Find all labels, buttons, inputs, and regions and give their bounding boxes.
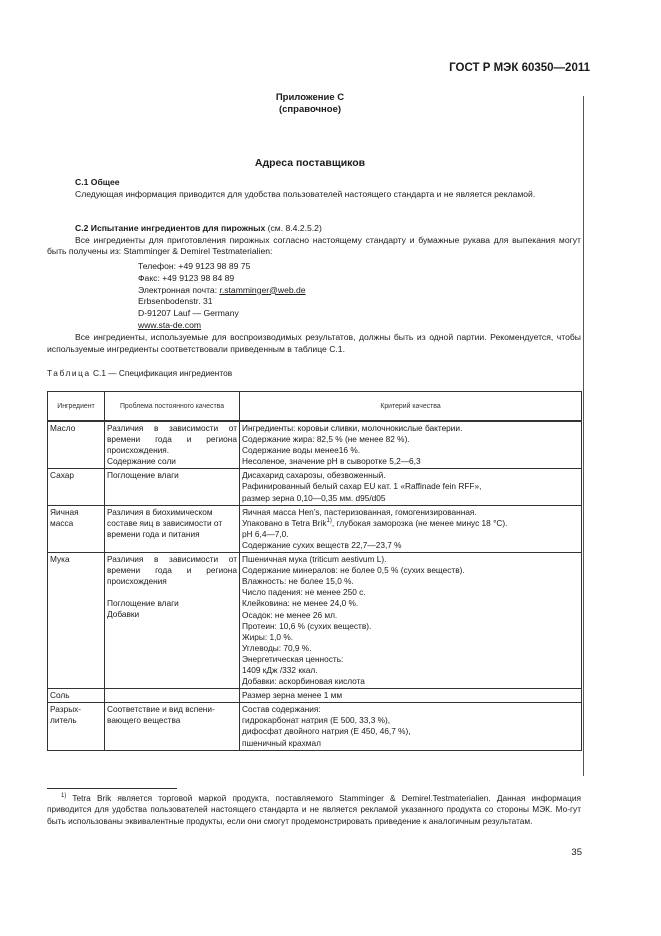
page-title: Адреса поставщиков <box>254 157 366 169</box>
margin-rule <box>583 96 584 776</box>
c2-heading-line <box>47 223 581 235</box>
criteria-brik-text: Упаковано в Tetra Brik <box>242 517 327 528</box>
criteria-line: Дисахарид сахарозы, обезвоженный. <box>242 470 386 481</box>
criteria-line: Содержание минералов: не более 0,5 % (сухих веществ). <box>242 565 465 576</box>
ingredient-cell: Сахар <box>48 469 105 505</box>
problem-line: Соответствие и вид вспени- <box>107 704 215 715</box>
appendix-label: Приложение С <box>275 92 345 103</box>
table-header-row <box>48 392 582 422</box>
problem-line: Добавки <box>107 609 140 620</box>
criteria-line: дифосфат двойного натрия (Е 450, 46,7 %), <box>242 726 411 737</box>
criteria-line: Влажность: не более 15,0 %. <box>242 576 354 587</box>
table-row <box>48 505 582 552</box>
criteria-line: пшеничный крахмал <box>242 737 321 748</box>
ingredient-cell: Масло <box>48 421 105 469</box>
problem-line: Различия в биохимическом составе яиц в зависимости от времени года и питания <box>107 506 223 539</box>
header-problem: Проблема постоянного качества <box>105 392 240 422</box>
criteria-cell <box>240 553 582 689</box>
criteria-line: Несоленое, значение рН в сыворотке 5,2—6,3 <box>242 456 421 467</box>
table-caption <box>47 368 232 378</box>
table-caption-title: С.1 — Спецификация ингредиентов <box>90 368 233 378</box>
criteria-cell <box>240 703 582 750</box>
criteria-line: Энергетическая ценность: <box>242 653 344 664</box>
problem-line: Поглощение влаги <box>107 470 179 481</box>
c2-outro: Все ингредиенты, используемые для воспроизводимых результатов, должны быть из одной партии. Рекомендуется, чтобы используемые ингредиенты соответствовали приведенным в таблице С.1. <box>47 332 581 354</box>
supplier-address <box>138 261 306 332</box>
criteria-line: Размер зерна менее 1 мм <box>242 690 343 701</box>
ingredient-cell: Разрых- литель <box>48 703 105 750</box>
criteria-line: Содержание сухих веществ 22,7—23,7 % <box>242 539 402 550</box>
c1-text: Следующая информация приводится для удобства пользователей настоящего стандарта и не является рекламой. <box>75 188 536 199</box>
standard-number: ГОСТ Р МЭК 60350—2011 <box>449 62 590 74</box>
criteria-cell <box>240 505 582 552</box>
criteria-line: Ингредиенты: коровьи сливки, молочнокислые бактерии. <box>242 423 463 433</box>
appendix-note: (справочное) <box>278 104 342 115</box>
problem-spacer <box>107 587 237 598</box>
address-website-link[interactable]: www.sta-de.com <box>138 319 202 330</box>
problem-cell <box>105 703 240 750</box>
problem-cell <box>105 689 240 703</box>
address-email-label: Электронная почта: <box>138 284 220 295</box>
ingredient-cell: Мука <box>48 553 105 689</box>
criteria-cell <box>240 421 582 469</box>
footnote <box>47 793 581 827</box>
criteria-line: Число падения: не менее 250 с. <box>242 587 366 598</box>
table-row <box>48 421 582 469</box>
address-city: D-91207 Lauf — Germany <box>138 308 239 319</box>
table-caption-prefix: Таблица <box>47 368 91 378</box>
criteria-line: Жиры: 1,0 %. <box>242 631 294 642</box>
criteria-line: Протеин: 10,6 % (сухих веществ). <box>242 620 372 631</box>
address-street: Erbsenbodenstr. 31 <box>138 296 213 307</box>
ingredient-cell: Яичная масса <box>48 505 105 552</box>
criteria-line: Рафинированный белый сахар EU кат. 1 «Raffinade fein RFF», <box>242 481 482 492</box>
criteria-line: гидрокарбонат натрия (Е 500, 33,3 %), <box>242 715 391 726</box>
criteria-line: Содержание жира: 82,5 % (не менее 82 %). <box>242 434 410 445</box>
problem-cell <box>105 469 240 505</box>
footnote-rule <box>47 788 177 789</box>
page-number: 35 <box>571 847 582 858</box>
table-row <box>48 703 582 750</box>
criteria-line: 1409 кДж /332 ккал. <box>242 664 318 675</box>
criteria-cell <box>240 689 582 703</box>
criteria-line: Клейковина: не менее 24,0 %. <box>242 598 359 609</box>
ingredients-table <box>47 391 582 751</box>
criteria-line: Состав содержания: <box>242 704 321 715</box>
section-c1 <box>47 177 581 200</box>
footnote-mark-wrap <box>47 793 61 803</box>
address-email-link[interactable]: r.stamminger@web.de <box>219 284 306 295</box>
problem-line: Различия в зависимости от времени года и региона происхождения <box>107 554 237 587</box>
header-criteria: Критерий качества <box>240 392 582 422</box>
header-ingredient: Ингредиент <box>48 392 105 422</box>
criteria-line: pH 6,4—7,0. <box>242 528 289 539</box>
problem-cell <box>105 505 240 552</box>
problem-line: Поглощение влаги <box>107 598 179 609</box>
address-email-line <box>138 285 306 297</box>
section-c2 <box>47 223 581 258</box>
criteria-cell <box>240 469 582 505</box>
c2-heading: С.2 Испытание ингредиентов для пирожных <box>75 223 266 233</box>
footnote-reference[interactable]: 1) <box>326 517 332 524</box>
problem-line: вающего вещества <box>107 715 181 726</box>
problem-cell <box>105 421 240 469</box>
address-phone: Телефон: +49 9123 98 89 75 <box>138 261 251 271</box>
problem-line: Содержание соли <box>107 456 176 467</box>
c1-heading: С.1 Общее <box>75 177 120 187</box>
table-row <box>48 553 582 689</box>
problem-line: Различия в зависимости от времени года и региона происхождения. <box>107 423 237 456</box>
criteria-line <box>242 518 579 529</box>
criteria-line: Яичная масса Hen’s, пастеризованная, гомогенизированная. <box>242 506 477 517</box>
c2-reference: (см. 8.4.2.5.2) <box>265 223 322 233</box>
c2-intro: Все ингредиенты для приготовления пирожных согласно настоящему стандарту и бумажные рукава для выпекания могут быть получены из: Stamminger & Demirel Testmaterialien: <box>47 234 581 257</box>
criteria-line: Углеводы: 70,9 %. <box>242 642 312 653</box>
table-row <box>48 689 582 703</box>
criteria-brik-rest: , глубокая заморозка (не менее минус 18 °C). <box>331 517 508 528</box>
footnote-text: Tetra Brik является торговой маркой продукта, поставляемого Stamminger & Demirel.Testmaterialien. Данная информация приводится для удобства пользователей настоящего стандарта и не является рекламой указанного продукта со стороны МЭК. Мо-гут быть использованы эквивалентные продукты, если они смогут продемонстрировать приведение к аналогичным результатам. <box>47 793 581 826</box>
criteria-line: размер зерна 0,10—0,35 мм. d95/d05 <box>242 492 386 503</box>
ingredient-cell: Соль <box>48 689 105 703</box>
address-fax: Факс: +49 9123 98 84 89 <box>138 272 235 283</box>
footnote-mark: 1) <box>61 793 67 800</box>
criteria-line: Пшеничная мука (triticum aestivum L). <box>242 554 387 565</box>
criteria-line: Осадок: не менее 26 мл. <box>242 609 338 620</box>
criteria-line: Добавки: аскорбиновая кислота <box>242 676 365 687</box>
criteria-line: Содержание воды менее16 %. <box>242 445 360 456</box>
problem-cell <box>105 553 240 689</box>
appendix-heading <box>200 92 420 116</box>
table-row <box>48 469 582 505</box>
